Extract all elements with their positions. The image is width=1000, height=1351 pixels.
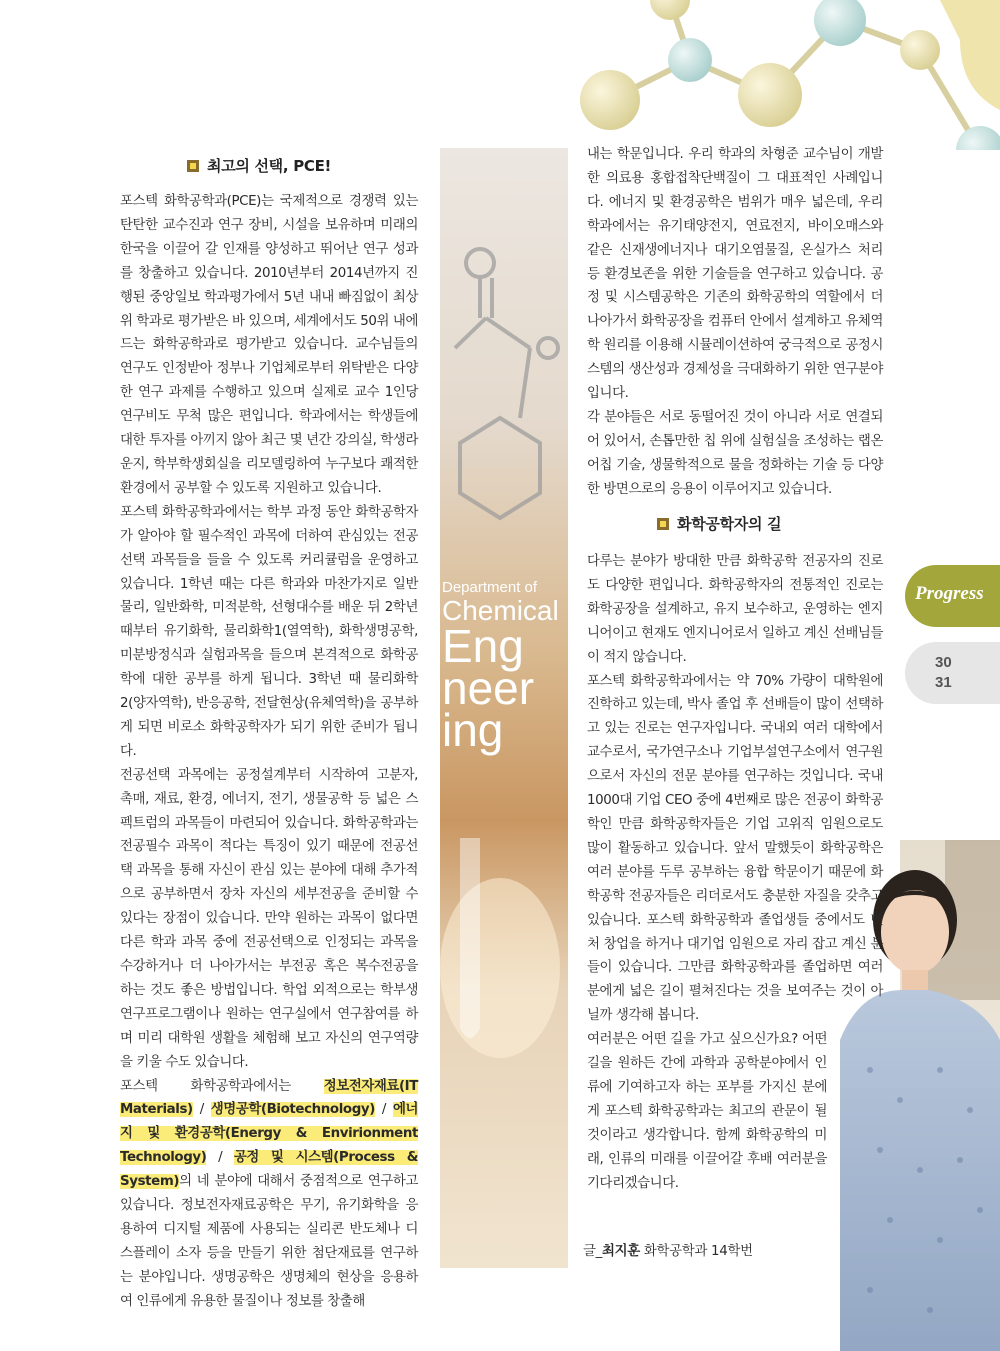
- highlight-process-system: 공정 및 시스템(Process & System): [120, 1150, 419, 1190]
- page-number-right: 31: [935, 674, 952, 691]
- heading-text: 화학공학자의 길: [677, 515, 782, 533]
- paragraph: 다루는 분야가 방대한 만큼 화학공학 전공자의 진로도 다양한 편입니다. 화학공학자의 전통적인 진로는 화학공장을 설계하고, 유지 보수하고, 운영하는 엔지니어이고 현재도 엔지니어로서 일하고 계신 선배님들이 적지 않습니다.: [587, 554, 883, 665]
- author-credit: [583, 1240, 753, 1259]
- dept-line-1: Department of: [442, 579, 538, 596]
- paragraph: 포스텍 화학공학과에서는 약 70% 가량이 대학원에 진학하고 있는데, 박사 졸업 후 선배들이 많이 선택하고 있는 진로는 연구자입니다. 국내외 여러 대학에서 교수로서, 국가연구소나 기업부설연구소에서 연구원으로서 자신의 전문 분야를 연구하는 것입니다. 국내 1000대 기업 CEO 중에 4번째로 많은 전공이 화학공학인 만큼 화학공학자들은 기업 고위직 임원으로도 많이 활동하고 있습니다. 앞서 말했듯이 화학공학은 여러 분야를 두루 공부하는 융합 학문이기 때문에 화학공학 전공자들은 리더로서도 충분한 자질을 갖추고 있습니다. 포스텍 화학공학과 졸업생들 중에서도 벤처 창업을 하거나 대기업 임원으로 자리 잡고 계신 분들이 있습니다. 그만큼 화학공학과를 졸업하면 여러분에게 넓은 길이 펼쳐진다는 것을 보여주는 것이 아닐까 생각해 봅니다.: [587, 673, 883, 1024]
- text-run: 포스텍 화학공학과에서는: [120, 1078, 324, 1094]
- author-department: 화학공학과 14학번: [643, 1244, 753, 1259]
- right-column-top: [587, 143, 883, 502]
- dept-line-5: ing: [442, 704, 504, 756]
- section-heading-career: [657, 513, 781, 534]
- text-run: /: [206, 1150, 234, 1166]
- author-name: 최지훈: [602, 1244, 640, 1259]
- highlight-it-materials: 정보전자재료(IT Materials): [120, 1078, 418, 1118]
- section-heading-pce: [187, 155, 331, 176]
- square-bullet-icon: [657, 518, 669, 530]
- paragraph: 전공선택 과목에는 공정설계부터 시작하여 고분자, 촉매, 재료, 환경, 에너지, 전기, 생물공학 등 넓은 스펙트럼의 과목들이 마련되어 있습니다. 화학공학과는 전공필수 과목이 적다는 특징이 있기 때문에 전공선택 과목을 통해 자신이 관심 있는 분야에 대해 추가적으로 공부하면서 장차 자신의 세부전공을 준비할 수 있다는 장점이 있습니다. 만약 원하는 과목이 없다면 다른 학과 과목 중에 전공선택으로 인정되는 과목을 수강하거나 더 나아가서는 부전공 혹은 복수전공을 하는 것도 좋은 방법입니다. 학업 외적으로는 학부생 연구프로그램이나 원하는 연구실에서 연구참여를 하며 미리 대학원 생활을 체험해 보고 자신의 연구역량을 키울 수도 있습니다.: [120, 767, 418, 1070]
- molecule-graphic: [540, 0, 1000, 150]
- dept-line-3: Eng: [442, 620, 524, 672]
- right-column-career: [587, 550, 883, 1195]
- section-tab-label: Progress: [915, 583, 984, 604]
- heading-text: 최고의 선택, PCE!: [207, 157, 332, 175]
- paragraph: 포스텍 화학공학과(PCE)는 국제적으로 경쟁력 있는 탄탄한 교수진과 연구 장비, 시설을 보유하며 미래의 한국을 이끌어 갈 인재를 양성하고 뛰어난 연구 성과를 창출하고 있습니다. 2010년부터 2014년까지 진행된 중앙일보 학과평가에서 5년 내내 빠짐없이 최상위 학과로 평가받은 바 있으며, 세계에서도 50위 내에 드는 화학공학과로 평가받고 있습니다. 교수님들의 연구도 인정받아 정부나 기업체로부터 위탁받은 다양한 연구 과제를 수행하고 있으며 실제로 교수 1인당 연구비도 무척 많은 편입니다. 학과에서는 학생들에 대한 투자를 아끼지 않아 최근 몇 년간 강의실, 학생라운지, 학부학생회실을 리모델링하여 누구보다 쾌적한 환경에서 공부할 수 있도록 지원하고 있습니다.: [120, 194, 418, 496]
- section-tab-progress: [905, 565, 1000, 627]
- text-run: 의 네 분야에 대해서 중점적으로 연구하고 있습니다. 정보전자재료공학은 무기, 유기화학을 응용하여 디지털 제품에 사용되는 실리콘 반도체나 디스플레이 소자 등을 만들기 위한 첨단재료를 연구하는 분야입니다. 생명공학은 생명체의 현상을 응용하여 인류에게 유용한 물질이나 정보를 창출해: [120, 1174, 418, 1309]
- text-run: /: [374, 1102, 393, 1118]
- dept-line-4: neer: [442, 662, 535, 714]
- paragraph-research-areas: [120, 1075, 418, 1314]
- page-number-tab: [905, 642, 1000, 704]
- credit-prefix: 글_: [583, 1244, 603, 1259]
- highlight-biotechnology: 생명공학(Biotechnology): [210, 1102, 375, 1118]
- square-bullet-icon: [187, 160, 199, 172]
- text-run: /: [192, 1102, 211, 1118]
- page-number-left: 30: [935, 654, 952, 671]
- paragraph: 각 분야들은 서로 동떨어진 것이 아니라 서로 연결되어 있어서, 손톱만한 칩 위에 실험실을 조성하는 랩온어칩 기술, 생물학적으로 물을 정화하는 기술 등 다양한 방면으로의 응용이 이루어지고 있습니다.: [587, 409, 883, 497]
- left-column: [120, 190, 418, 1314]
- department-title-overlay: [442, 579, 559, 756]
- dept-line-2: Chemical: [442, 595, 559, 626]
- highlight-energy-environment: 에너지 및 환경공학(Energy & Envirionment Technology): [120, 1102, 419, 1166]
- paragraph: 여러분은 어떤 길을 가고 싶으신가요? 어떤 길을 원하든 간에 과학과 공학분야에서 인류에 기여하고자 하는 포부를 가지신 분에게 포스텍 화학공학과는 최고의 관문이 될 것이라고 생각합니다. 함께 화학공학의 미래, 인류의 미래를 이끌어갈 후배 여러분을 기다리겠습니다.: [587, 1032, 827, 1191]
- paragraph: 내는 학문입니다. 우리 학과의 차형준 교수님이 개발한 의료용 홍합접착단백질이 그 대표적인 사례입니다. 에너지 및 환경공학은 범위가 매우 넓은데, 우리 학과에서는 유기태양전지, 연료전지, 바이오매스와 같은 신재생에너지나 대기오염물질, 온실가스 처리 등 환경보존을 위한 기술들을 연구하고 있습니다. 공정 및 시스템공학은 기존의 화학공학의 역할에서 더 나아가서 화학공장을 컴퓨터 안에서 설계하고 유체역학 원리를 이용해 시뮬레이션하여 궁극적으로 공정시스템의 생산성과 경제성을 극대화하기 위한 연구분야입니다.: [587, 147, 883, 402]
- paragraph: 포스텍 화학공학과에서는 학부 과정 동안 화학공학자가 알아야 할 필수적인 과목에 더하여 관심있는 전공선택 과목들을 들을 수 있도록 커리큘럼을 운영하고 있습니다. 1학년 때는 다른 학과와 마찬가지로 일반물리, 일반화학, 미적분학, 선형대수를 배운 뒤 2학년 때부터 유기화학, 물리화학1(열역학), 화학생명공학, 미분방정식과 실험과목을 들으며 본격적으로 화학공학에 대한 공부를 하게 됩니다. 3학년 때 물리화학2(양자역학), 반응공학, 전달현상(유체역학)을 공부하게 되면 비로소 화학공학자가 되기 위한 준비가 됩니다.: [120, 504, 418, 759]
